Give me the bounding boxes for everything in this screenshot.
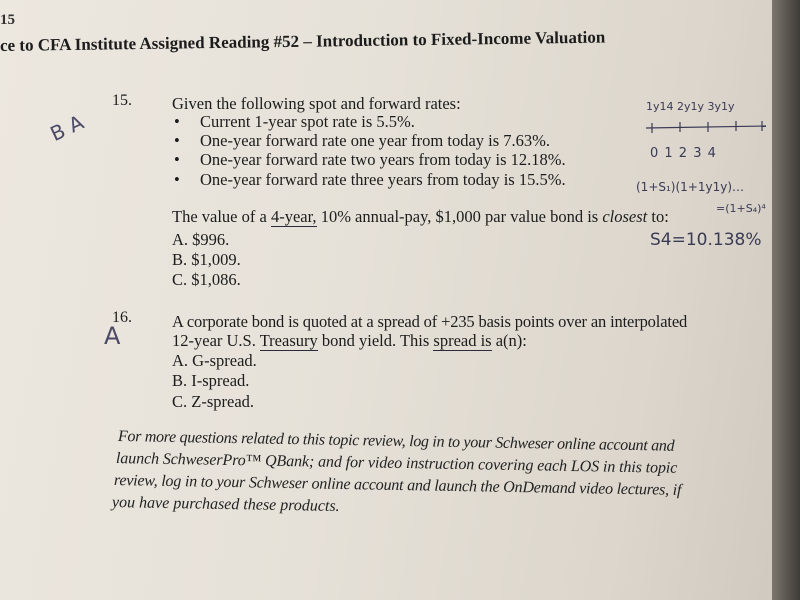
page-number: 15 [0,12,15,28]
question-stem: Given the following spot and forward rates: [172,94,461,113]
answer-option: A. $996. [172,230,230,249]
handwritten-timeline [640,118,772,138]
handwritten-formula: (1+S₁)(1+1y1y)… [636,180,745,194]
question-number: 16. [112,309,132,326]
question-text: The value of a 4-year, 10% annual-pay, $1,000 par value bond is closest to: [172,207,669,226]
footer-line: review, log in to your Schweser online account and launch the OnDemand video lectures, if [113,472,682,499]
question-text: 12-year U.S. Treasury bond yield. This spread is a(n): [172,331,527,350]
bullet-item: • One-year forward rate three years from today is 15.5%. [200,170,566,190]
bullet-item: • Current 1-year spot rate is 5.5%. [200,112,415,132]
handwritten-underline: Treasury [259,331,318,350]
answer-option: C. $1,086. [172,270,241,289]
handwritten-timeline-ticks: 0 1 2 3 4 [650,146,717,161]
handwritten-timeline-labels: 1y14 2y1y 3y1y [646,100,735,113]
handwritten-formula-right: =(1+S₄)⁴ [716,202,766,215]
bullet-item: • One-year forward rate one year from today is 7.63%. [200,131,550,151]
question-number: 15. [112,92,132,109]
answer-option: C. Z-spread. [172,392,255,411]
answer-option: B. I-spread. [172,371,250,390]
bullet-item: • One-year forward rate two years from today is 12.18%. [200,150,566,170]
handwritten-underline: 4-year, [270,207,317,226]
question-text: A corporate bond is quoted at a spread of +235 basis points over an interpolated [172,312,688,331]
emphasis-closest: closest [602,207,648,226]
handwritten-underline: spread is [433,331,492,350]
page-edge-shadow [772,0,800,600]
footer-line: launch SchweserPro™ QBank; and for video instruction covering each LOS in this topic [115,450,678,477]
handwritten-mark-15: B A [46,109,88,147]
handwritten-s4-result: S4=10.138% [650,230,762,250]
footer-line: you have purchased these products. [111,494,340,515]
answer-option: A. G-spread. [172,351,257,370]
answer-option: B. $1,009. [172,250,241,269]
handwritten-mark-16: A [104,322,121,350]
footer-line: For more questions related to this topic review, log in to your Schweser online account and [117,428,675,455]
page-header: ce to CFA Institute Assigned Reading #52 – Introduction to Fixed-Income Valuation [0,27,606,55]
